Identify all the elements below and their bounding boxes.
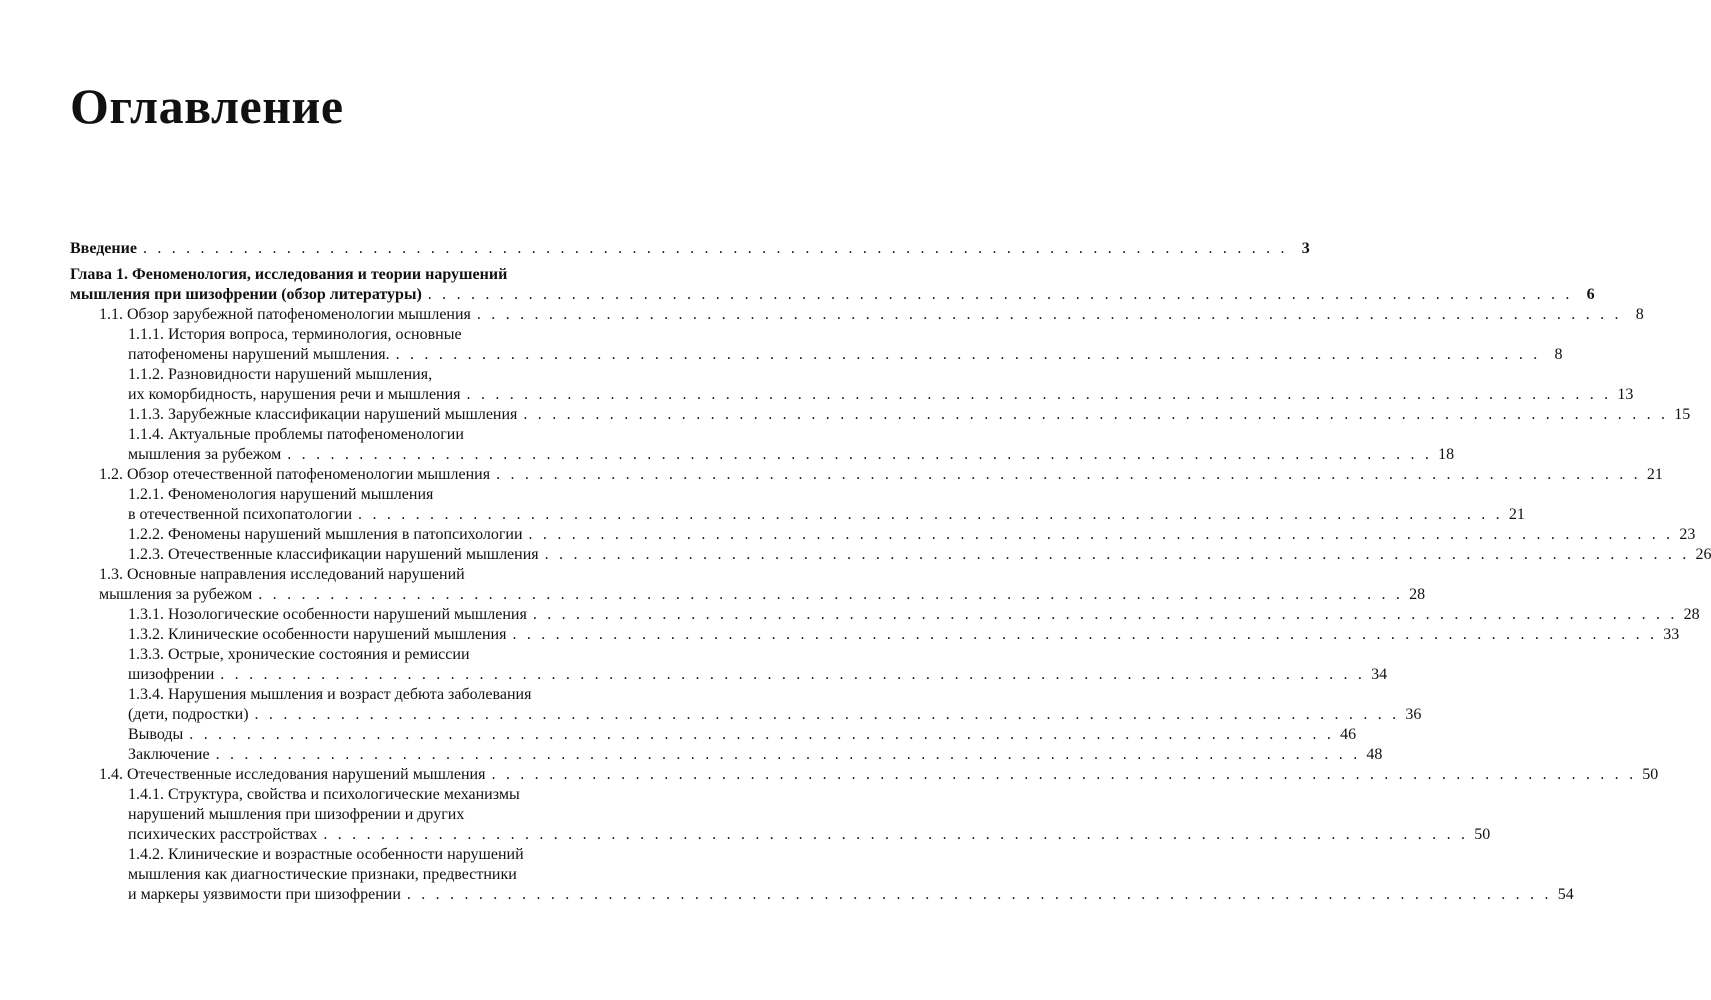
toc-entry-row xyxy=(128,825,1491,845)
toc-entry-row xyxy=(128,605,1700,625)
toc-entry xyxy=(70,765,1659,785)
dot-leader: . . . . . . . . . . . . . . . . . . . . . . . . . . . . . . . . . . . . . . . . . . . . . . . . . . . . . . . . . . . . . . . . . . . . . . . . . . . . . . . . xyxy=(496,466,1641,483)
toc-entry-text: Заключение xyxy=(128,746,210,763)
toc-entry-text: Выводы xyxy=(128,726,184,743)
toc-entry xyxy=(70,485,1525,525)
page-number: 36 xyxy=(1405,706,1422,723)
toc-entry-text: 1.4.2. Клинические и возрастные особенности нарушений xyxy=(128,846,524,863)
dot-leader: . . . . . . . . . . . . . . . . . . . . . . . . . . . . . . . . . . . . . . . . . . . . . . . . . . . . . . . . . . . . . . . . . . . . . . . . . . . . . . . . xyxy=(523,406,1669,423)
dot-leader: . . . . . . . . . . . . . . . . . . . . . . . . . . . . . . . . . . . . . . . . . . . . . . . . . . . . . . . . . . . . . . . . . . . . . . . . . . . . . . . . xyxy=(254,706,1400,723)
toc-entry xyxy=(70,305,1644,325)
toc-entry xyxy=(70,785,1491,845)
toc-entry-text: 1.1.4. Актуальные проблемы патофеноменологии xyxy=(128,426,464,443)
dot-leader: . . . . . . . . . . . . . . . . . . . . . . . . . . . . . . . . . . . . . . . . . . . . . . . . . . . . . . . . . . . . . . . . . . . . . . . . . . . . . . . . xyxy=(406,886,1552,903)
toc-entry xyxy=(70,325,1563,365)
toc-entry-row xyxy=(99,585,1426,605)
page-number: 6 xyxy=(1586,286,1595,303)
dot-leader: . . . . . . . . . . . . . . . . . . . . . . . . . . . . . . . . . . . . . . . . . . . . . . . . . . . . . . . . . . . . . . . . . . . . . . . . . . . . . . . . xyxy=(395,346,1541,363)
page-number: 28 xyxy=(1409,586,1426,603)
toc-entry-text: психических расстройствах xyxy=(128,826,318,843)
toc-entry-text: 1.1.2. Разновидности нарушений мышления, xyxy=(128,366,433,383)
toc-entry xyxy=(70,545,1711,565)
toc-entry-row xyxy=(128,705,1422,725)
dot-leader: . . . . . . . . . . . . . . . . . . . . . . . . . . . . . . . . . . . . . . . . . . . . . . . . . . . . . . . . . . . . . . . . . . . . . . . . . . . . . . . . xyxy=(427,286,1573,303)
toc-entry-text: и маркеры уязвимости при шизофрении xyxy=(128,886,401,903)
toc-entry-row xyxy=(128,545,1711,565)
page-number: 21 xyxy=(1508,506,1525,523)
dot-leader: . . . . . . . . . . . . . . . . . . . . . . . . . . . . . . . . . . . . . . . . . . . . . . . . . . . . . . . . . . . . . . . . . . . . . . . . . . . . . . . . xyxy=(358,506,1503,523)
dot-leader: . . . . . . . . . . . . . . . . . . . . . . . . . . . . . . . . . . . . . . . . . . . . . . . . . . . . . . . . . . . . . . . . . . . . . . . . . . . . . . . . xyxy=(220,666,1366,683)
toc-entry-text: патофеномены нарушений мышления. xyxy=(128,346,390,363)
toc-entry-text: 1.2. Обзор отечественной патофеноменологии мышления xyxy=(99,466,491,483)
dot-leader: . . . . . . . . . . . . . . . . . . . . . . . . . . . . . . . . . . . . . . . . . . . . . . . . . . . . . . . . . . . . . . . . . . . . . . . . . . . . . . . . xyxy=(189,726,1335,743)
toc-entry xyxy=(70,725,1357,745)
toc-entry xyxy=(70,745,1383,765)
page-number: 15 xyxy=(1674,406,1691,423)
page-number: 13 xyxy=(1617,386,1634,403)
toc-entry-text: 1.4. Отечественные исследования нарушений мышления xyxy=(99,766,486,783)
toc-entry-text: их коморбидность, нарушения речи и мышления xyxy=(128,386,461,403)
toc-entry xyxy=(70,845,1574,905)
toc-entry-row xyxy=(99,305,1644,325)
dot-leader: . . . . . . . . . . . . . . . . . . . . . . . . . . . . . . . . . . . . . . . . . . . . . . . . . . . . . . . . . . . . . . . . . . . . . . . . . . . . . . . . xyxy=(466,386,1612,403)
dot-leader: . . . . . . . . . . . . . . . . . . . . . . . . . . . . . . . . . . . . . . . . . . . . . . . . . . . . . . . . . . . . . . . . . . . . . . . . . . . . . . . . xyxy=(532,606,1678,623)
page-number: 8 xyxy=(1635,306,1644,323)
toc-entry-text: 1.3.2. Клинические особенности нарушений мышления xyxy=(128,626,507,643)
toc-entry xyxy=(70,525,1696,545)
page-number: 8 xyxy=(1554,346,1563,363)
toc-entry-text: мышления как диагностические признаки, предвестники xyxy=(128,866,517,883)
toc-entry-text: в отечественной психопатологии xyxy=(128,506,353,523)
toc-entry-row xyxy=(128,405,1691,425)
toc-entry-text: 1.4.1. Структура, свойства и психологические механизмы xyxy=(128,786,520,803)
toc-entry-text: 1.2.3. Отечественные классификации нарушений мышления xyxy=(128,546,539,563)
toc-entry-row xyxy=(99,765,1659,785)
page-number: 50 xyxy=(1474,826,1491,843)
toc-entry xyxy=(70,645,1388,685)
page-number: 3 xyxy=(1301,240,1310,257)
page-number: 48 xyxy=(1366,746,1383,763)
page-number: 28 xyxy=(1683,606,1700,623)
toc-entry xyxy=(70,239,1310,259)
toc-entry-text: Введение xyxy=(70,240,137,257)
toc-entry xyxy=(70,425,1455,465)
dot-leader: . . . . . . . . . . . . . . . . . . . . . . . . . . . . . . . . . . . . . . . . . . . . . . . . . . . . . . . . . . . . . . . . . . . . . . . . . . . . . . . . xyxy=(491,766,1637,783)
toc-entry-row xyxy=(128,885,1574,905)
toc-entry-row xyxy=(128,525,1696,545)
toc-entry-text: нарушений мышления при шизофрении и других xyxy=(128,806,465,823)
toc-entry xyxy=(70,565,1426,605)
page-number: 33 xyxy=(1663,626,1680,643)
toc-entry-text: 1.3.1. Нозологические особенности нарушений мышления xyxy=(128,606,527,623)
toc-entry-row xyxy=(128,445,1455,465)
toc-entry-row xyxy=(70,285,1595,305)
toc-entry-text: 1.3.3. Острые, хронические состояния и ремиссии xyxy=(128,646,470,663)
toc-entry-text: мышления при шизофрении (обзор литературы) xyxy=(70,286,422,303)
toc-entry-row xyxy=(128,345,1563,365)
toc-entry-text: 1.1.3. Зарубежные классификации нарушений мышления xyxy=(128,406,518,423)
page-number: 18 xyxy=(1438,446,1455,463)
toc-entry-row xyxy=(128,625,1680,645)
page-title: Оглавление xyxy=(70,78,344,134)
page-number: 23 xyxy=(1679,526,1696,543)
toc-entry xyxy=(70,605,1700,625)
dot-leader: . . . . . . . . . . . . . . . . . . . . . . . . . . . . . . . . . . . . . . . . . . . . . . . . . . . . . . . . . . . . . . . . . . . . . . . . . . . . . . . . xyxy=(215,746,1361,763)
page-number: 46 xyxy=(1340,726,1357,743)
dot-leader: . . . . . . . . . . . . . . . . . . . . . . . . . . . . . . . . . . . . . . . . . . . . . . . . . . . . . . . . . . . . . . . . . . . . . . . . . . . . . . . . xyxy=(287,446,1433,463)
page-number: 50 xyxy=(1642,766,1659,783)
dot-leader: . . . . . . . . . . . . . . . . . . . . . . . . . . . . . . . . . . . . . . . . . . . . . . . . . . . . . . . . . . . . . . . . . . . . . . . . . . . . . . . . xyxy=(142,240,1288,257)
dot-leader: . . . . . . . . . . . . . . . . . . . . . . . . . . . . . . . . . . . . . . . . . . . . . . . . . . . . . . . . . . . . . . . . . . . . . . . . . . . . . . . . xyxy=(476,306,1622,323)
page-number: 26 xyxy=(1695,546,1711,563)
table-of-contents xyxy=(70,239,1711,905)
toc-entry-text: шизофрении xyxy=(128,666,215,683)
toc-entry xyxy=(70,685,1422,725)
toc-entry-row xyxy=(128,385,1634,405)
toc-entry-row xyxy=(99,465,1663,485)
toc-entry xyxy=(70,265,1595,305)
page-number: 54 xyxy=(1557,886,1574,903)
page-number: 21 xyxy=(1646,466,1663,483)
toc-entry xyxy=(70,365,1634,405)
dot-leader: . . . . . . . . . . . . . . . . . . . . . . . . . . . . . . . . . . . . . . . . . . . . . . . . . . . . . . . . . . . . . . . . . . . . . . . . . . . . . . . . xyxy=(544,546,1690,563)
toc-entry-text: 1.2.1. Феноменология нарушений мышления xyxy=(128,486,434,503)
page-number: 34 xyxy=(1371,666,1388,683)
dot-leader: . . . . . . . . . . . . . . . . . . . . . . . . . . . . . . . . . . . . . . . . . . . . . . . . . . . . . . . . . . . . . . . . . . . . . . . . . . . . . . . . xyxy=(512,626,1658,643)
toc-entry-row xyxy=(128,725,1357,745)
toc-entry-text: мышления за рубежом xyxy=(99,586,253,603)
toc-entry-text: 1.1. Обзор зарубежной патофеноменологии мышления xyxy=(99,306,471,323)
toc-entry-text: Глава 1. Феноменология, исследования и теории нарушений xyxy=(70,266,508,283)
dot-leader: . . . . . . . . . . . . . . . . . . . . . . . . . . . . . . . . . . . . . . . . . . . . . . . . . . . . . . . . . . . . . . . . . . . . . . . . . . . . . . . . xyxy=(258,586,1404,603)
toc-entry-text: 1.2.2. Феномены нарушений мышления в патопсихологии xyxy=(128,526,523,543)
toc-entry-row xyxy=(70,239,1310,259)
toc-entry-text: 1.3.4. Нарушения мышления и возраст дебюта заболевания xyxy=(128,686,532,703)
toc-entry-row xyxy=(128,665,1388,685)
toc-entry-row xyxy=(128,505,1525,525)
toc-entry-text: 1.1.1. История вопроса, терминология, основные xyxy=(128,326,462,343)
toc-entry-text: (дети, подростки) xyxy=(128,706,249,723)
toc-entry xyxy=(70,465,1663,485)
dot-leader: . . . . . . . . . . . . . . . . . . . . . . . . . . . . . . . . . . . . . . . . . . . . . . . . . . . . . . . . . . . . . . . . . . . . . . . . . . . . . . . . xyxy=(323,826,1469,843)
toc-entry-row xyxy=(128,745,1383,765)
toc-entry-text: мышления за рубежом xyxy=(128,446,282,463)
dot-leader: . . . . . . . . . . . . . . . . . . . . . . . . . . . . . . . . . . . . . . . . . . . . . . . . . . . . . . . . . . . . . . . . . . . . . . . . . . . . . . . . xyxy=(528,526,1674,543)
toc-entry xyxy=(70,405,1691,425)
toc-entry xyxy=(70,625,1680,645)
toc-entry-text: 1.3. Основные направления исследований нарушений xyxy=(99,566,465,583)
